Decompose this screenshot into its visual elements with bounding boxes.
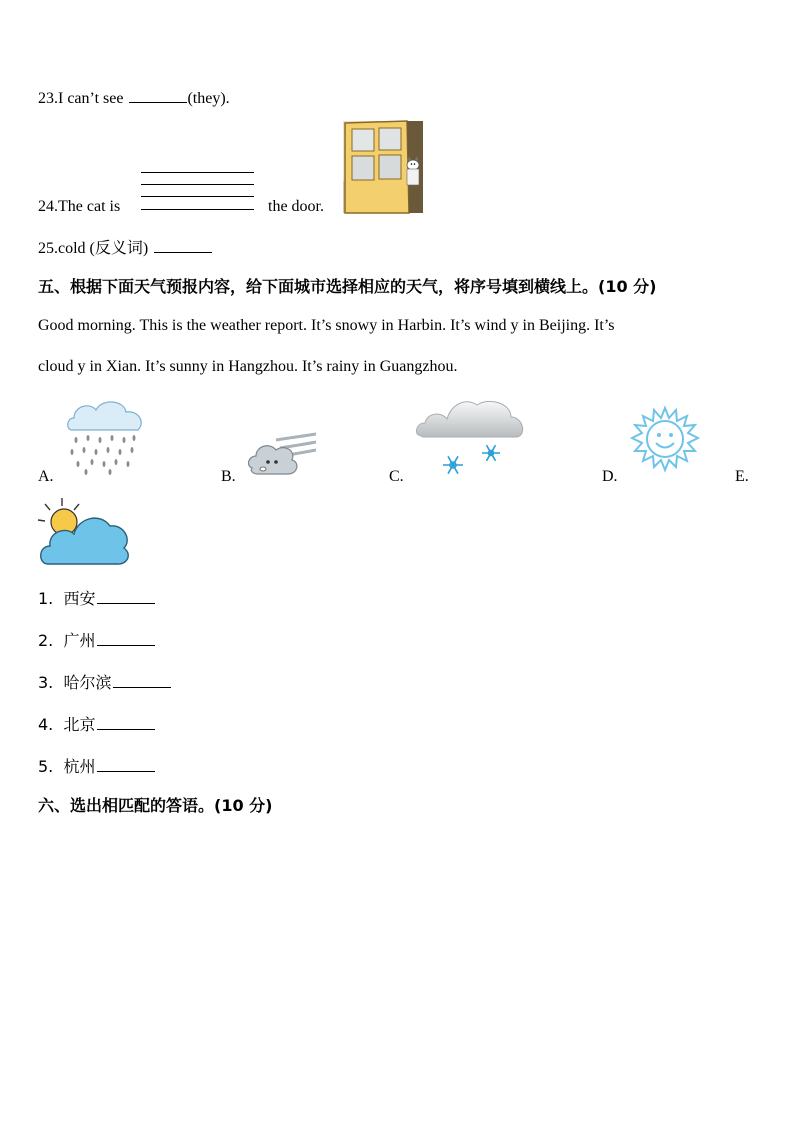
q23-suffix: (they).	[187, 90, 230, 107]
city-item-2	[38, 628, 155, 651]
city-item-name: 北京	[63, 715, 96, 734]
windy-cloud-icon	[246, 432, 318, 478]
question-23	[38, 88, 230, 108]
q23-answer-blank[interactable]	[129, 88, 187, 103]
option-e-label: E.	[735, 468, 749, 485]
city-item-num: 1.	[38, 589, 54, 608]
city-item-num: 2.	[38, 631, 54, 650]
city-item-name: 杭州	[63, 757, 96, 776]
q24-suffix: the door.	[268, 198, 324, 215]
city-answer-blank[interactable]	[97, 757, 155, 772]
option-d-label: D.	[602, 468, 618, 485]
q25-answer-blank[interactable]	[154, 238, 212, 253]
city-item-1	[38, 586, 155, 609]
city-answer-blank[interactable]	[113, 673, 171, 688]
option-c-label: C.	[389, 468, 404, 485]
cat-behind-door-picture	[343, 121, 423, 213]
snowy-cloud-icon	[415, 395, 527, 481]
city-item-num: 4.	[38, 715, 54, 734]
weather-report-line-2: cloud y in Xian. It’s sunny in Hangzhou. It’s rainy in Guangzhou.	[38, 358, 458, 375]
q24-answer-line-3	[141, 196, 254, 197]
sunny-sun-icon	[630, 406, 700, 476]
q23-prefix: 23.I can’t see	[38, 90, 128, 107]
city-answer-blank[interactable]	[97, 631, 155, 646]
section-6-heading: 六、选出相匹配的答语。(10 分)	[38, 796, 273, 815]
q24-answer-line-1	[141, 172, 254, 173]
section-5-heading: 五、根据下面天气预报内容，给下面城市选择相应的天气，将序号填到横线上。(10 分)	[38, 277, 657, 296]
weather-report-line-1: Good morning. This is the weather report. It’s snowy in Harbin. It’s wind y in Beijing. It’s	[38, 317, 615, 334]
city-item-num: 5.	[38, 757, 54, 776]
city-answer-blank[interactable]	[97, 715, 155, 730]
partly-cloudy-icon	[38, 496, 130, 570]
q24-prefix: 24.The cat is	[38, 198, 121, 215]
option-a-label: A.	[38, 468, 54, 485]
city-item-name: 广州	[63, 631, 96, 650]
city-item-5	[38, 754, 155, 777]
city-item-4	[38, 712, 155, 735]
rainy-cloud-icon	[64, 398, 148, 476]
question-25	[38, 235, 212, 258]
city-item-name: 哈尔滨	[63, 673, 112, 692]
q25-prefix: 25.cold (反义词)	[38, 240, 153, 257]
city-item-num: 3.	[38, 673, 54, 692]
option-b-label: B.	[221, 468, 236, 485]
city-answer-blank[interactable]	[97, 589, 155, 604]
q24-answer-line-2	[141, 184, 254, 185]
city-item-3	[38, 670, 171, 693]
city-item-name: 西安	[63, 589, 96, 608]
q24-answer-blank[interactable]	[141, 209, 254, 210]
